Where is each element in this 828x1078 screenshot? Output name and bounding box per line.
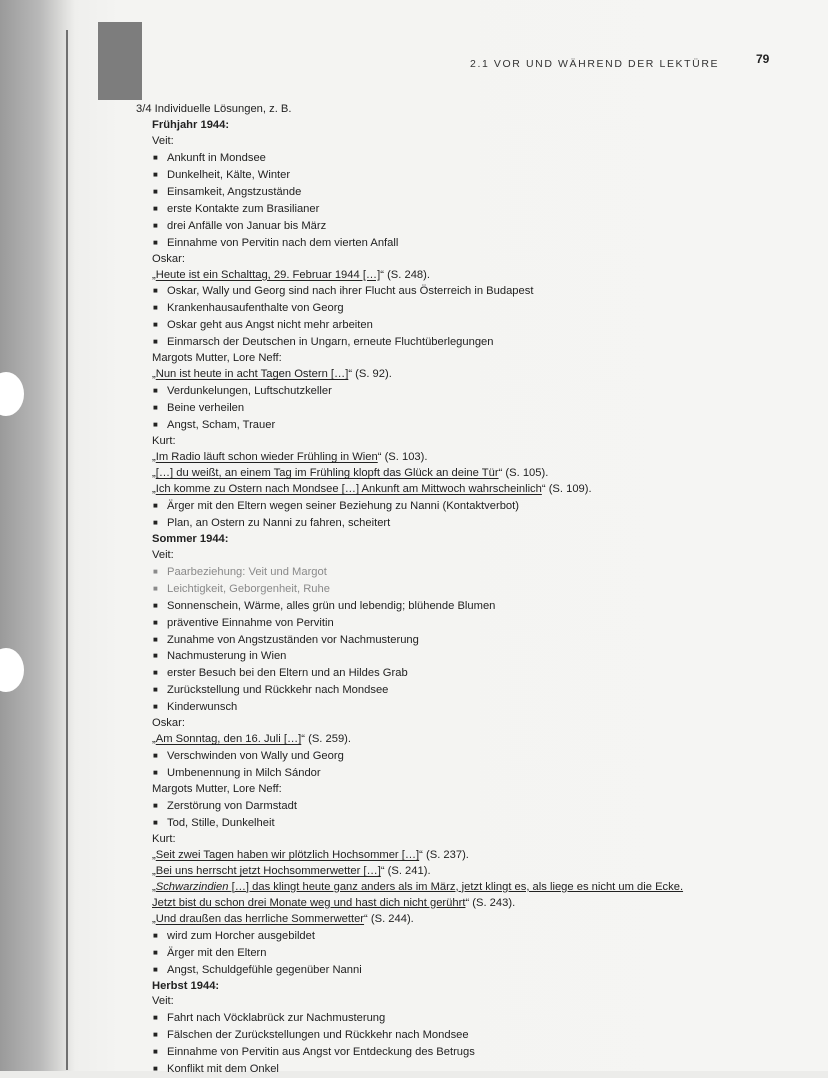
- bullet-icon: ■: [153, 964, 158, 974]
- bullet-text: Beine verheilen: [167, 402, 245, 415]
- bullet-item: [120, 798, 800, 815]
- bullet-icon: ■: [153, 768, 158, 778]
- binding-edge: [66, 30, 68, 1070]
- bullet-text: Fahrt nach Vöcklabrück zur Nachmusterung: [167, 1012, 386, 1025]
- bullet-text: Leichtigkeit, Geborgenheit, Ruhe: [167, 582, 330, 595]
- bullet-icon: ■: [153, 403, 158, 413]
- bullet-icon: ■: [153, 1013, 158, 1023]
- quote-line: „Am Sonntag, den 16. Juli […]“ (S. 259).: [152, 733, 352, 746]
- bullet-text: Kinderwunsch: [167, 701, 238, 714]
- page-reference: “ (S. 105).: [498, 466, 549, 479]
- bullet-icon: ■: [153, 220, 158, 230]
- quote-text: Und draußen das herrliche Sommerwetter: [155, 912, 365, 925]
- bullet-icon: ■: [153, 320, 158, 330]
- bullet-icon: ■: [153, 1030, 158, 1040]
- bullet-item: [120, 498, 800, 515]
- bullet-text: Einmarsch der Deutschen in Ungarn, erneute Fluchtüberlegungen: [167, 336, 494, 349]
- bullet-item: [120, 218, 800, 235]
- page-reference: “ (S. 103).: [377, 451, 428, 464]
- bullet-icon: ■: [153, 566, 158, 576]
- bullet-icon: ■: [153, 583, 158, 593]
- bullet-text: Zunahme von Angstzuständen vor Nachmusterung: [167, 633, 419, 646]
- character-label: Oskar:: [152, 252, 185, 265]
- bullet-text: erste Kontakte zum Brasilianer: [167, 202, 320, 215]
- bullet-icon: ■: [153, 930, 158, 940]
- bullet-item: [120, 962, 800, 979]
- bullet-text: Plan, an Ostern zu Nanni zu fahren, scheitert: [167, 516, 391, 529]
- punch-hole: [0, 648, 24, 692]
- bullet-text: Einnahme von Pervitin aus Angst vor Entdeckung des Betrugs: [167, 1046, 475, 1059]
- bullet-icon: ■: [153, 186, 158, 196]
- bullet-icon: ■: [153, 1064, 158, 1074]
- bullet-item: [120, 632, 800, 649]
- bullet-item: [120, 167, 800, 184]
- bullet-text: Einsamkeit, Angstzustände: [167, 185, 302, 198]
- bullet-item: [120, 564, 800, 581]
- bullet-text: Tod, Stille, Dunkelheit: [167, 816, 275, 829]
- bullet-text: Umbenennung in Milch Sándor: [167, 767, 321, 780]
- character-label: Oskar:: [152, 717, 185, 730]
- quote-line: „Schwarzindien […] das klingt heute ganz anders als im März, jetzt klingt es, als liege es nicht um die Ecke. Jetzt bist du schon drei Monate weg und hast dich nicht gerührt“ (S. 243).: [152, 880, 684, 909]
- bullet-icon: ■: [153, 617, 158, 627]
- quote-line: „Und draußen das herrliche Sommerwetter“ (S. 244).: [152, 912, 414, 925]
- bullet-item: [120, 699, 800, 716]
- bullet-text: Paarbeziehung: Veit und Margot: [167, 565, 327, 578]
- quote-text: Bei uns herrscht jetzt Hochsommerwetter […]: [155, 864, 381, 877]
- quote-line: „Heute ist ein Schalttag, 29. Februar 1944 […]“ (S. 248).: [152, 268, 430, 281]
- running-header: 2.1 VOR UND WÄHREND DER LEKTÜRE: [470, 58, 720, 70]
- page-tab-marker: [98, 22, 142, 100]
- bullet-item: [120, 383, 800, 400]
- bullet-item: [120, 1061, 800, 1078]
- bullet-item: [120, 300, 800, 317]
- bullet-text: Verschwinden von Wally und Georg: [167, 750, 344, 763]
- character-label: Veit:: [152, 995, 174, 1008]
- bullet-text: Zerstörung von Darmstadt: [167, 800, 297, 813]
- bullet-item: [120, 815, 800, 832]
- bullet-item: [120, 928, 800, 945]
- bullet-item: [120, 201, 800, 218]
- bullet-item: [120, 334, 800, 351]
- bullet-text: Sonnenschein, Wärme, alles grün und lebendig; blühende Blumen: [167, 599, 496, 612]
- bullet-icon: ■: [153, 817, 158, 827]
- quote-line: „Im Radio läuft schon wieder Frühling in Wien“ (S. 103).: [152, 451, 428, 464]
- content-lines: [120, 118, 800, 1078]
- page-reference: “ (S. 109).: [541, 482, 592, 495]
- page-reference: “ (S. 248).: [380, 268, 430, 281]
- bullet-item: [120, 1044, 800, 1061]
- bullet-text: Einnahme von Pervitin nach dem vierten Anfall: [167, 236, 399, 249]
- bullet-icon: ■: [153, 947, 158, 957]
- page-reference: “ (S. 243).: [465, 896, 516, 909]
- bullet-text: Oskar, Wally und Georg sind nach ihrer Flucht aus Österreich in Budapest: [167, 285, 534, 298]
- bullet-icon: ■: [153, 303, 158, 313]
- bullet-icon: ■: [153, 702, 158, 712]
- punch-hole: [0, 372, 24, 416]
- bullet-text: Dunkelheit, Kälte, Winter: [167, 168, 291, 181]
- document-body: [120, 102, 800, 1078]
- page-reference: “ (S. 92).: [348, 368, 392, 381]
- bullet-item: [120, 748, 800, 765]
- bullet-item: [120, 400, 800, 417]
- bullet-item: [120, 648, 800, 665]
- bullet-icon: ■: [153, 651, 158, 661]
- page-number: 79: [756, 52, 770, 66]
- quote-text: Im Radio läuft schon wieder Frühling in Wien: [155, 451, 378, 464]
- quote-text: […] du weißt, an einem Tag im Frühling klopft das Glück an deine Tür: [155, 466, 499, 479]
- bullet-icon: ■: [153, 600, 158, 610]
- bullet-icon: ■: [153, 517, 158, 527]
- bullet-text: Zurückstellung und Rückkehr nach Mondsee: [167, 684, 389, 697]
- bullet-item: [120, 515, 800, 532]
- bullet-icon: ■: [153, 203, 158, 213]
- bullet-text: wird zum Horcher ausgebildet: [167, 929, 315, 942]
- quote-line: „[…] du weißt, an einem Tag im Frühling klopft das Glück an deine Tür“ (S. 105).: [152, 466, 549, 479]
- season-heading: Herbst 1944:: [152, 979, 220, 992]
- bullet-item: [120, 184, 800, 201]
- bullet-text: Verdunkelungen, Luftschutzkeller: [167, 385, 332, 398]
- bullet-item: [120, 1027, 800, 1044]
- bullet-text: Ärger mit den Eltern: [167, 946, 267, 959]
- quote-line: „Ich komme zu Ostern nach Mondsee […] Ankunft am Mittwoch wahrscheinlich“ (S. 109).: [152, 482, 592, 495]
- bullet-text: Angst, Scham, Trauer: [167, 419, 276, 432]
- bullet-text: Angst, Schuldgefühle gegenüber Nanni: [167, 963, 362, 976]
- character-label: Kurt:: [152, 832, 176, 845]
- bullet-text: Konflikt mit dem Onkel: [167, 1063, 279, 1076]
- bullet-item: [120, 945, 800, 962]
- bullet-icon: ■: [153, 634, 158, 644]
- bullet-text: Oskar geht aus Angst nicht mehr arbeiten: [167, 319, 373, 332]
- bullet-item: [120, 665, 800, 682]
- bullet-item: [120, 581, 800, 598]
- bullet-item: [120, 235, 800, 252]
- bullet-item: [120, 615, 800, 632]
- bullet-icon: ■: [153, 500, 158, 510]
- bullet-text: Ärger mit den Eltern wegen seiner Beziehung zu Nanni (Kontaktverbot): [167, 499, 519, 512]
- bullet-text: präventive Einnahme von Pervitin: [167, 616, 334, 629]
- task-intro: 3/4 Individuelle Lösungen, z. B.: [136, 103, 292, 115]
- bullet-item: [120, 417, 800, 434]
- bullet-icon: ■: [153, 751, 158, 761]
- quote-text: Ich komme zu Ostern nach Mondsee […] Ankunft am Mittwoch wahrscheinlich: [155, 482, 542, 495]
- bullet-icon: ■: [153, 337, 158, 347]
- bullet-icon: ■: [153, 1047, 158, 1057]
- bullet-item: [120, 765, 800, 782]
- page-reference: “ (S. 237).: [419, 848, 469, 861]
- bullet-icon: ■: [153, 152, 158, 162]
- season-heading: Frühjahr 1944:: [152, 118, 230, 131]
- quote-line: „Seit zwei Tagen haben wir plötzlich Hochsommer […]“ (S. 237).: [152, 848, 469, 861]
- bullet-text: Fälschen der Zurückstellungen und Rückkehr nach Mondsee: [167, 1029, 469, 1042]
- character-label: Veit:: [152, 134, 174, 147]
- quote-line: „Nun ist heute in acht Tagen Ostern […]“ (S. 92).: [152, 368, 392, 381]
- bullet-icon: ■: [153, 286, 158, 296]
- character-label: Margots Mutter, Lore Neff:: [152, 783, 282, 796]
- quote-text: Schwarzindien […] das klingt heute ganz anders als im März, jetzt klingt es, als liege es nicht um die Ecke. Jetzt bist du schon drei Monate weg und hast dich nicht gerührt: [152, 880, 684, 909]
- bullet-item: [120, 682, 800, 699]
- bullet-text: Ankunft in Mondsee: [167, 151, 266, 164]
- character-label: Veit:: [152, 548, 174, 561]
- bullet-item: [120, 317, 800, 334]
- bullet-text: Nachmusterung in Wien: [167, 650, 287, 663]
- season-heading: Sommer 1944:: [152, 532, 229, 545]
- quote-text: Seit zwei Tagen haben wir plötzlich Hochsommer […]: [155, 848, 420, 861]
- bullet-icon: ■: [153, 237, 158, 247]
- character-label: Kurt:: [152, 435, 176, 448]
- bullet-icon: ■: [153, 420, 158, 430]
- bullet-text: erster Besuch bei den Eltern und an Hildes Grab: [167, 667, 408, 680]
- bullet-icon: ■: [153, 386, 158, 396]
- bullet-icon: ■: [153, 685, 158, 695]
- bullet-text: drei Anfälle von Januar bis März: [167, 219, 327, 232]
- bullet-text: Krankenhausaufenthalte von Georg: [167, 302, 344, 315]
- bullet-icon: ■: [153, 801, 158, 811]
- bullet-item: [120, 150, 800, 167]
- page-reference: “ (S. 244).: [364, 912, 414, 925]
- quote-text: Am Sonntag, den 16. Juli […]: [155, 733, 302, 746]
- bullet-icon: ■: [153, 169, 158, 179]
- quote-text: Heute ist ein Schalttag, 29. Februar 1944 […]: [155, 268, 381, 281]
- bullet-item: [120, 598, 800, 615]
- bullet-item: [120, 1010, 800, 1027]
- page-reference: “ (S. 259).: [301, 733, 352, 746]
- page-reference: “ (S. 241).: [380, 864, 431, 877]
- quote-line: „Bei uns herrscht jetzt Hochsommerwetter […]“ (S. 241).: [152, 864, 431, 877]
- character-label: Margots Mutter, Lore Neff:: [152, 352, 282, 365]
- bullet-item: [120, 283, 800, 300]
- quote-text: Nun ist heute in acht Tagen Ostern […]: [155, 368, 349, 381]
- bullet-icon: ■: [153, 668, 158, 678]
